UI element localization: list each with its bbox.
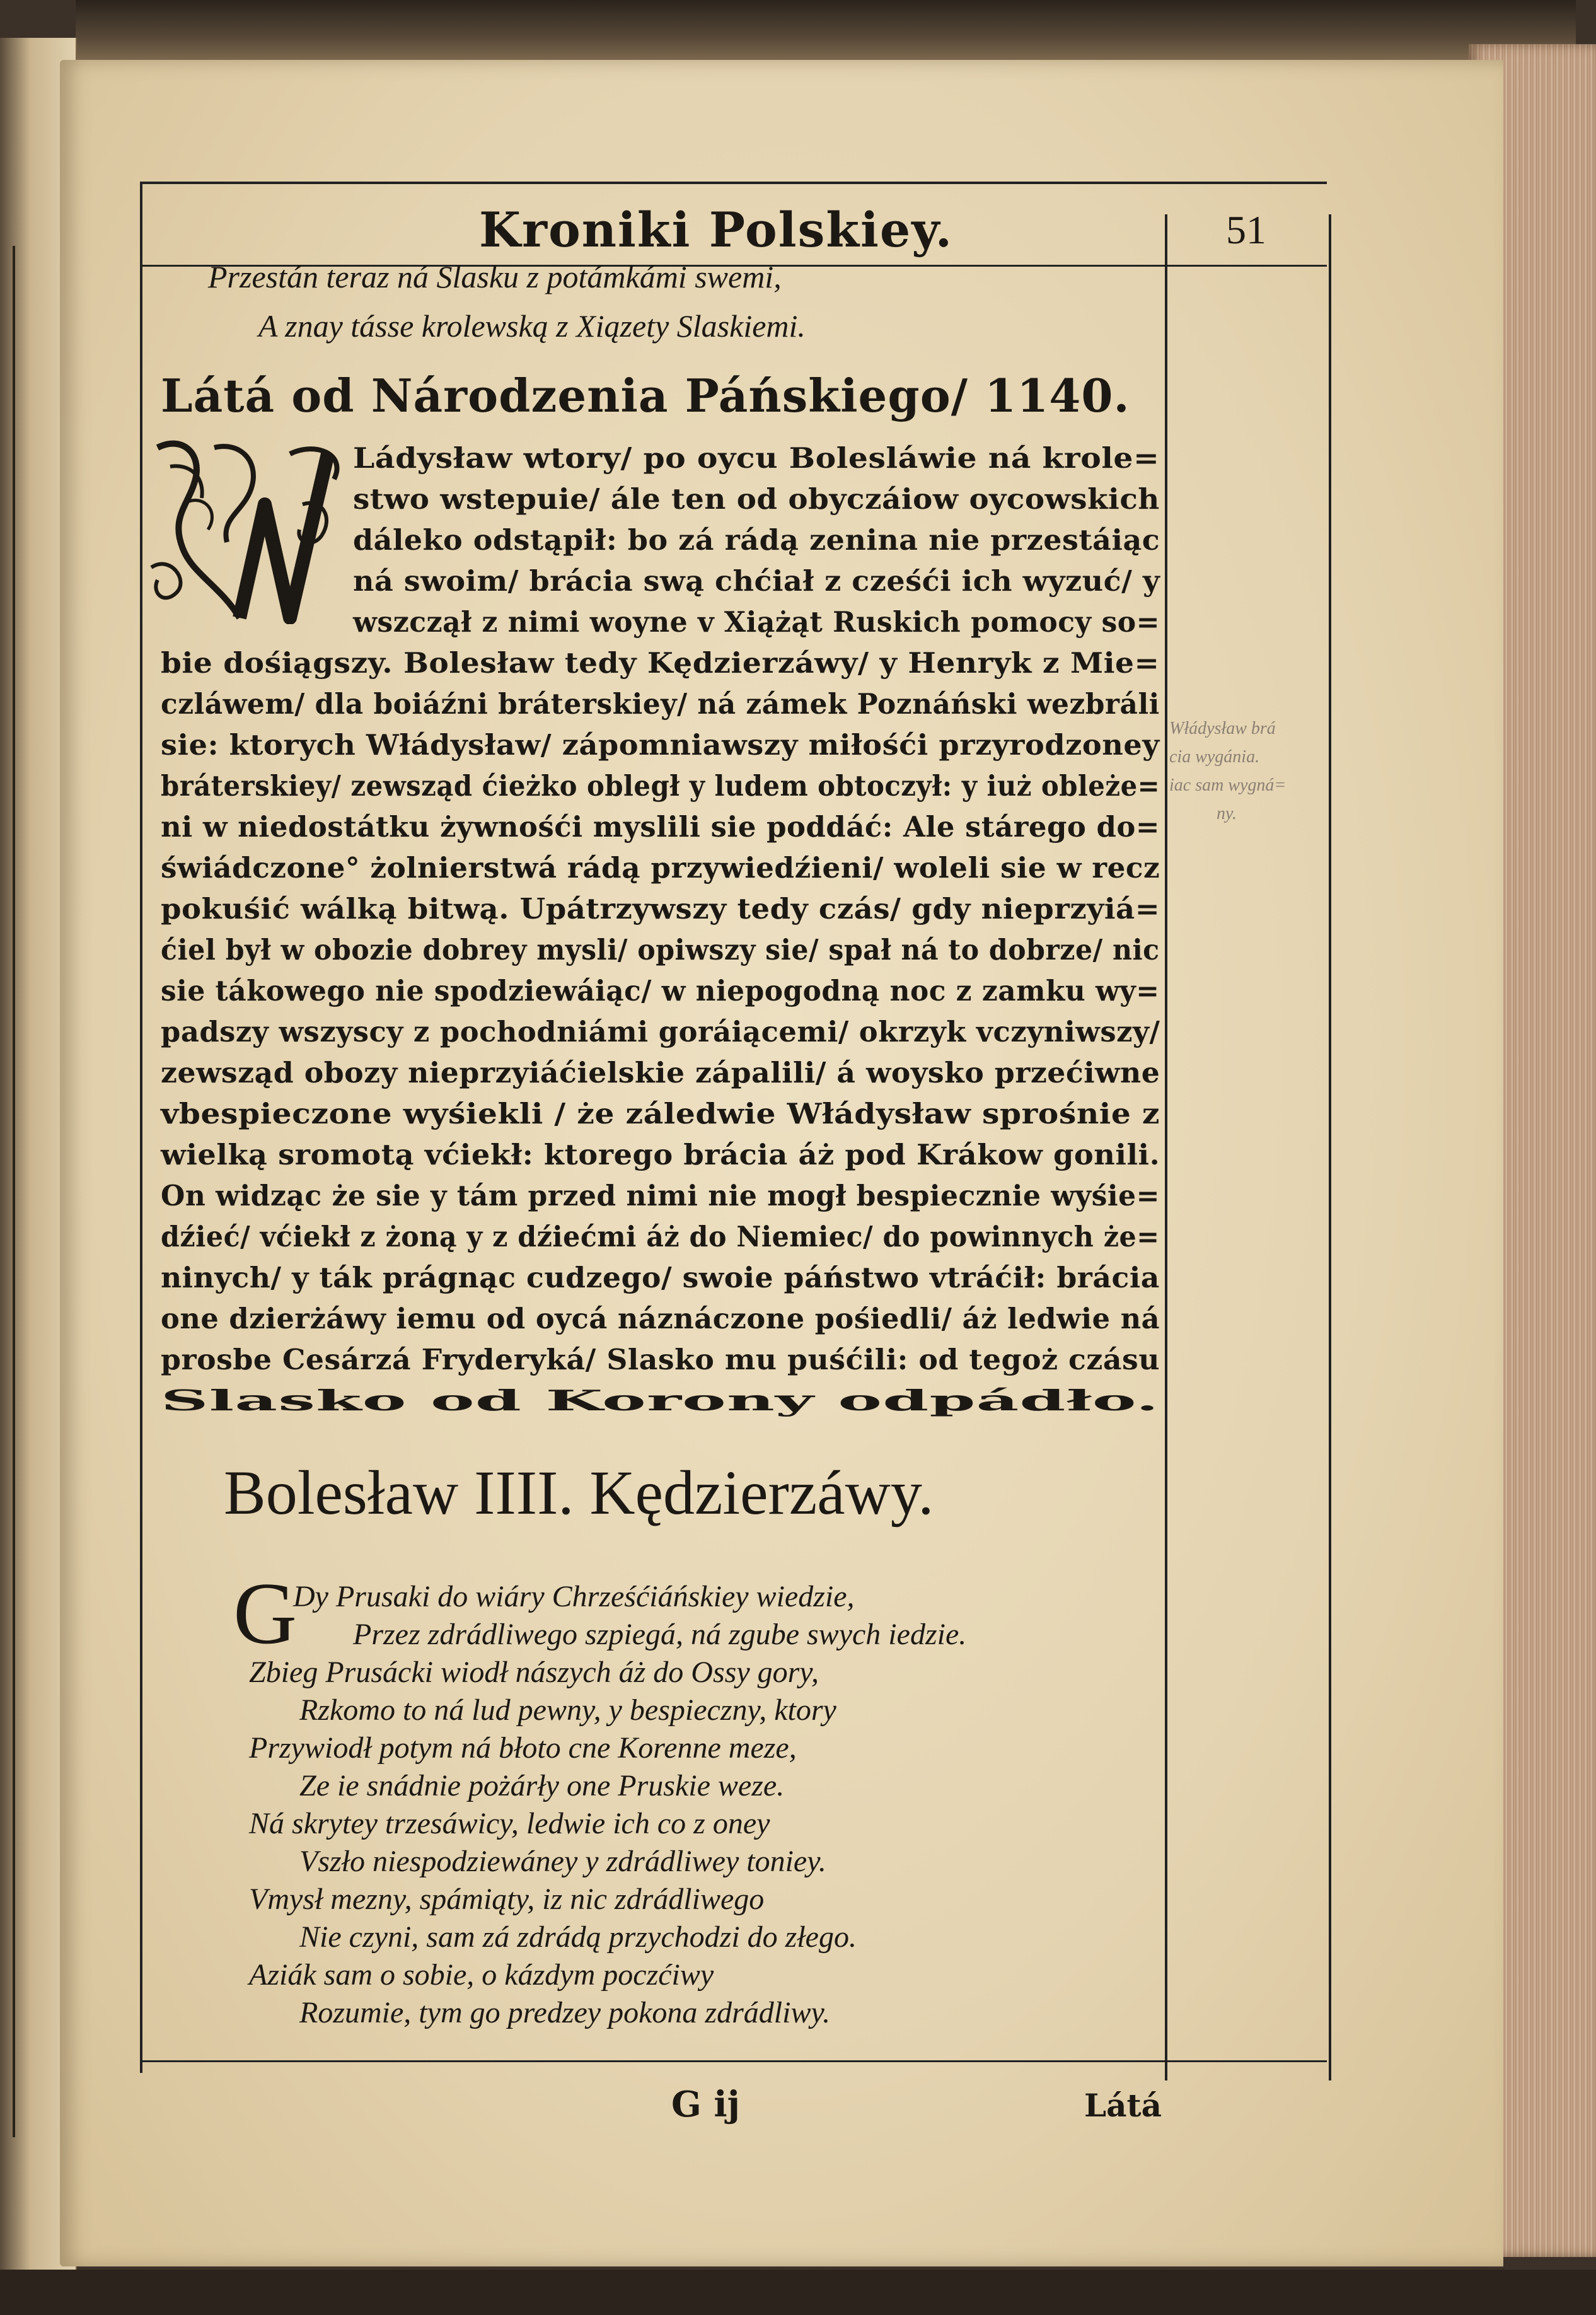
body-line: zewsząd obozy nieprzyiáćielskie zápalili/ á woysko przećiwne [161,1056,1160,1089]
body-line: bráterskiey/ zewsząd ćieżko obległ y ludem obtoczył: y iuż obleże= [161,769,1160,803]
body-line: ćiel był w obozie dobrey mysli/ opiwszy sie/ spał ná to dobrze/ nic [161,933,1160,966]
margin-note-line: Włádysław brá [1169,719,1276,738]
frame-bottom-rule [142,2060,1327,2062]
body-line: dźieć/ vćiekł z żoną y z dźiećmi áż do Niemiec/ do powinnych że= [161,1220,1160,1253]
margin-note-line: ny. [1217,804,1237,823]
verse-line: Ná skrytey trzesáwicy, ledwie ich co z oney [249,1807,770,1840]
body-line: Slasko od Korony odpádło. [161,1384,1160,1417]
body-line: stwo wstepuie/ ále ten od obyczáiow oycowskich [353,482,1160,516]
body-line: dáleko odstąpił: bo zá rádą zenina nie przestáiąc [353,523,1160,557]
body-line: świádczone° żolnierstwá rádą przywiedźieni/ woleli sie w recz [161,851,1160,885]
margin-note-line: cia wygánia. [1169,747,1260,767]
verse-line: Przywiodł potym ná błoto cne Korenne meze, [249,1731,797,1765]
verse-line: Vszło niespodziewáney y zdrádliwey toniey. [299,1845,826,1878]
folio-number: 51 [1226,207,1266,252]
bottom-shadow [0,2270,1596,2315]
verse-line: Dy Prusaki do wiáry Chrześćiáńskiey wiedzie, [293,1580,855,1613]
body-line: ni w niedostátku żywnośći myslili sie poddáć: Ale stárego do= [161,810,1160,844]
body-line: prosbe Cesárzá Fryderyká/ Slasko mu puśćili: od tegoż czásu [161,1343,1160,1376]
verse-line: Ze ie snádnie pożárły one Pruskie weze. [299,1769,785,1802]
body-line: Ládysław wtory/ po oycu Bolesláwie ná krole= [353,441,1160,475]
verse-line: Nie czyni, sam zá zdrádą przychodzi do złego. [299,1920,857,1954]
body-line: ná swoim/ brácia swą chćiał z cześći ich wyzuć/ y [353,564,1160,598]
book-top-edge [76,0,1576,69]
year-heading: Látá od Národzenia Páńskiego/ 1140. [161,369,1130,422]
verse-line: Rzkomo to ná lud pewny, y bespieczny, ktory [299,1693,836,1727]
verse-line: Przez zdrádliwego szpiegá, ná zgube swych iedzie. [353,1618,967,1651]
body-line: wielką sromotą vćiekł: ktorego brácia áż pod Krákow gonili. [161,1138,1160,1171]
body-line: ninych/ y ták prágnąc cudzego/ swoie páństwo vtráćił: brácia [161,1261,1160,1294]
body-line: bie dośiągszy. Bolesław tedy Kędzierzáwy/ y Henryk z Mie= [161,646,1160,680]
verse-top-line: A znay tásse krolewską z Xiązety Slaskiemi. [258,308,806,344]
body-line: padszy wszyscy z pochodniámi goráiącemi/ okrzyk vczyniwszy/ [161,1015,1160,1048]
body-line: sie: ktorych Włádysław/ zápomniawszy miłośći przyrodzoney [161,728,1160,762]
body-line: pokuśić wálką bitwą. Upátrzywszy tedy czás/ gdy nieprzyiá= [161,892,1160,925]
running-head: Kroniki Polskiey. [479,202,954,258]
body-line: czláwem/ dla boiáźni bráterskiey/ ná zámek Poznáński wezbráli [161,687,1160,721]
margin-note-line: iac sam wygná= [1169,775,1287,795]
decorated-initial-w-icon [145,429,353,624]
body-line: wszczął z nimi woyne v Xiążąt Ruskich pomocy so= [353,605,1160,639]
verse-line: Zbieg Prusácki wiodł nászych áż do Ossy gory, [249,1656,819,1689]
body-line: sie tákowego nie spodziewáiąc/ w niepogodną noc z zamku wy= [161,974,1160,1007]
catchword: Látá [1084,2087,1162,2124]
verse-line: Aziák sam o sobie, o kázdym poczćiwy [249,1958,714,1992]
body-line: On widząc że sie y tám przed nimi nie mogł bespiecznie wyśie= [161,1179,1160,1212]
body-line: vbespieczone wyśiekli / że záledwie Włádysław sprośnie z [161,1097,1160,1130]
frame-column-rule [1165,214,1167,2080]
frame-top-rule [142,182,1327,184]
verse-line: Rozumie, tym go predzey pokona zdrádliwy. [299,1996,831,2029]
verse-initial: G [233,1565,298,1662]
frame-right-rule [1329,214,1331,2080]
verse-line: Vmysł mezny, spámiąty, iz nic zdrádliwego [249,1883,765,1916]
frame-left-rule [140,182,142,2073]
signature-mark: G ij [671,2084,740,2125]
verse-top-line: Przestán teraz ná Slasku z potámkámi swemi, [208,259,782,294]
section-title: Bolesław IIII. Kędzierzáwy. [224,1458,934,1528]
body-line: one dzierżáwy iemu od oycá náznáczone pośiedli/ áż ledwie ná [161,1302,1160,1335]
